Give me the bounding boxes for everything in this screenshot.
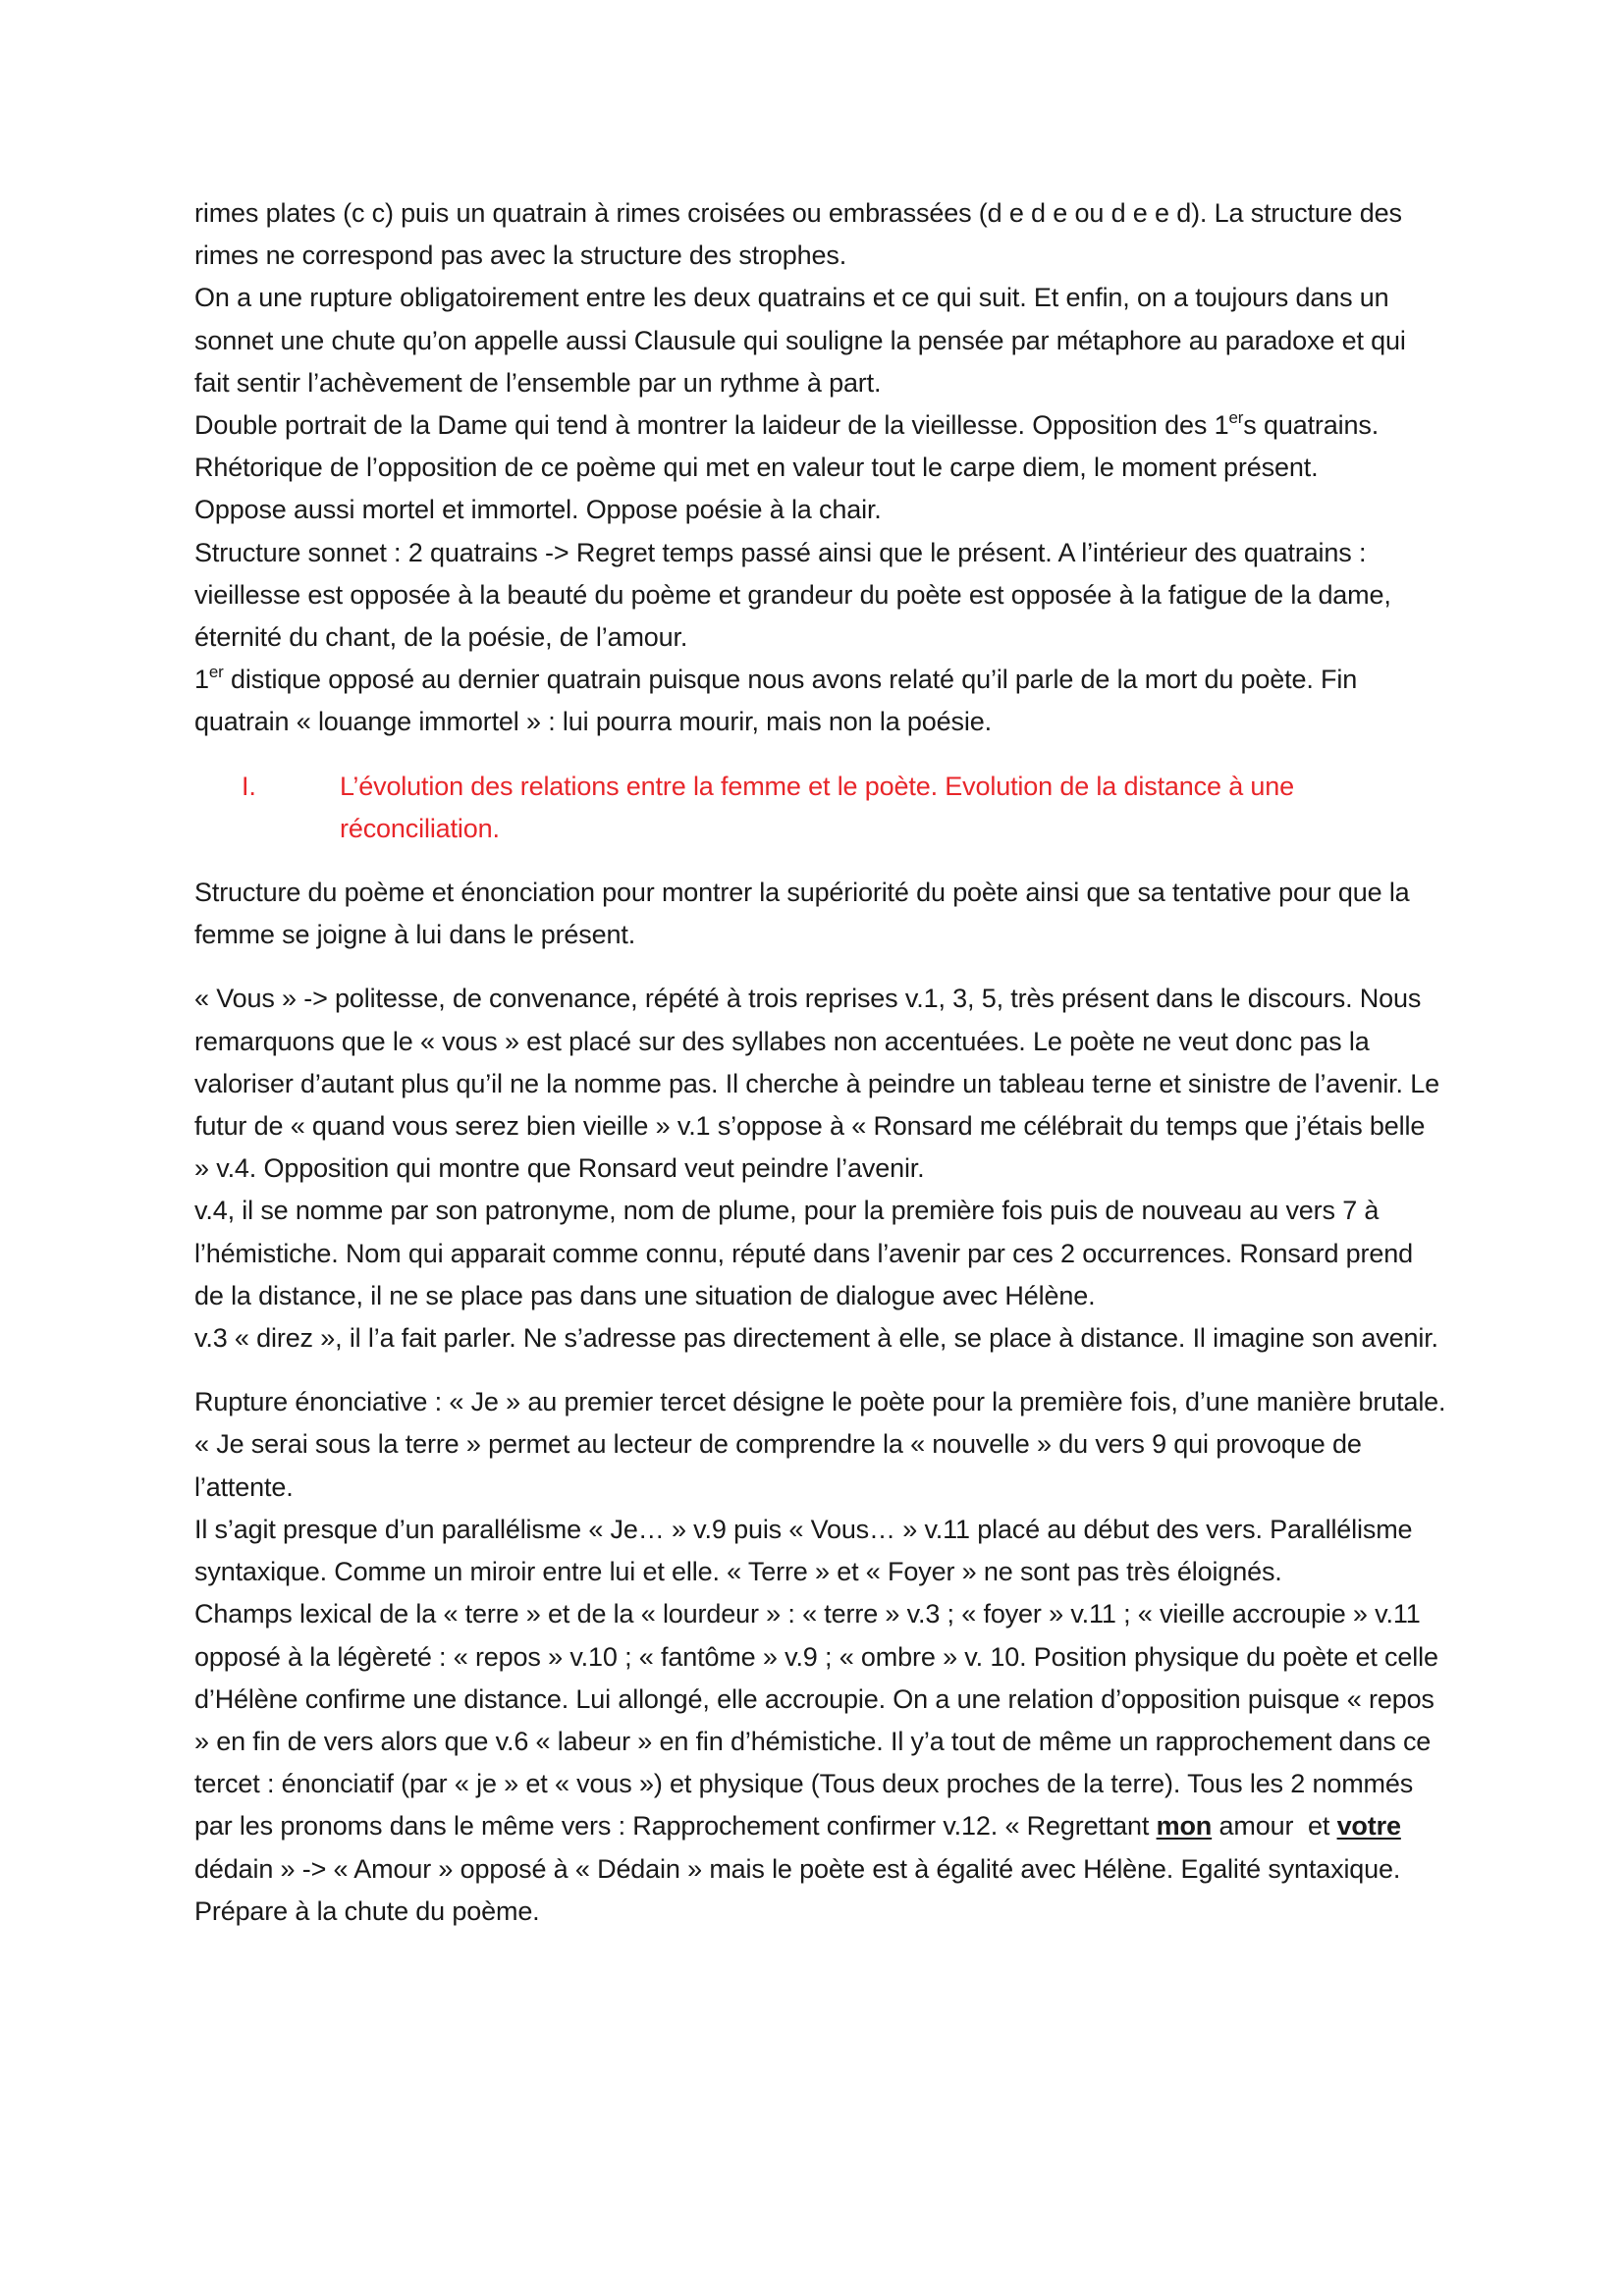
section-3-p3-start: Champs lexical de la « terre » et de la « lourdeur » : « terre » v.3 ; « foyer » v.11 ; « vieille accroupie » v.11 opposé à la légèreté : « repos » v.10 ; « fantôme » v.9 ; « ombre » v. 10. Position physique du poète et celle d’Hélène confirme une distance. Lui allongé, elle accroupie. On a une relation d’opposition puisque « repos » en fin de vers alors que v.6 « labeur » en fin d’hémistiche. Il y’a tout de même un rapprochement dans ce tercet : énonciatif (par « je » et « vous ») et physique (Tous deux proches de la terre). Tous les 2 nommés par les pronoms dans le même vers : Rapprochement confirmer v.12. « Regrettant xyxy=(194,1599,1438,1842)
paragraph-gap xyxy=(194,956,1446,978)
superscript-er: er xyxy=(1228,408,1244,428)
intro-p6-start: 1 xyxy=(194,665,209,695)
intro-paragraph-5: Structure sonnet : 2 quatrains -> Regret temps passé ainsi que le présent. A l’intérieur des quatrains : vieillesse est opposée à la beauté du poème et grandeur du poète est opposée à la fatigue de la dame, éternité du chant, de la poésie, de l’amour. xyxy=(194,537,1391,653)
section-3-paragraph-2: Il s’agit presque d’un parallélisme « Je… » v.9 puis « Vous… » v.11 placé au début des vers. Parallélisme syntaxique. Comme un miroir entre lui et elle. « Terre » et « Foyer » ne sont pas très éloignés. xyxy=(194,1514,1413,1587)
heading-text: L’évolution des relations entre la femme et le poète. Evolution de la distance à une réconciliation. xyxy=(340,771,1295,843)
intro-paragraph-4: Oppose aussi mortel et immortel. Oppose poésie à la chair. xyxy=(194,495,882,525)
emphasis-votre: votre xyxy=(1336,1811,1401,1842)
intro-paragraph-3 xyxy=(194,404,1446,489)
section-2-paragraph-3: v.3 « direz », il l’a fait parler. Ne s’adresse pas directement à elle, se place à distance. Il imagine son avenir. xyxy=(194,1323,1438,1354)
intro-paragraph-2: On a une rupture obligatoirement entre les deux quatrains et ce qui suit. Et enfin, on a toujours dans un sonnet une chute qu’on appelle aussi Clausule qui souligne la pensée par métaphore au paradoxe et qui fait sentir l’achèvement de l’ensemble par un rythme à part. xyxy=(194,283,1406,398)
section-1-block xyxy=(194,872,1446,956)
intro-paragraph-1: rimes plates (c c) puis un quatrain à rimes croisées ou embrassées (d e d e ou d e e d). La structure des rimes ne correspond pas avec la structure des strophes. xyxy=(194,198,1402,271)
section-3-p3-mid: amour et xyxy=(1212,1811,1337,1842)
section-3-p3-end: dédain » -> « Amour » opposé à « Dédain » mais le poète est à égalité avec Hélène. Egalité syntaxique. Prépare à la chute du poème. xyxy=(194,1853,1401,1926)
section-1-paragraph: Structure du poème et énonciation pour montrer la supériorité du poète ainsi que sa tentative pour que la femme se joigne à lui dans le présent. xyxy=(194,878,1410,950)
intro-p3-start: Double portrait de la Dame qui tend à montrer la laideur de la vieillesse. Opposition des 1 xyxy=(194,410,1229,441)
section-heading xyxy=(194,766,1446,850)
document-page xyxy=(194,192,1446,1933)
emphasis-mon: mon xyxy=(1156,1811,1213,1842)
section-3-block xyxy=(194,1381,1446,1933)
section-2-block xyxy=(194,978,1446,1360)
intro-block xyxy=(194,192,1446,744)
intro-paragraph-6 xyxy=(194,659,1446,743)
superscript-er: er xyxy=(208,663,224,682)
paragraph-gap xyxy=(194,1360,1446,1381)
intro-p3-end: s quatrains. Rhétorique de l’opposition de ce poème qui met en valeur tout le carpe diem, le moment présent. xyxy=(194,410,1380,483)
heading-number: I. xyxy=(242,771,256,801)
intro-p6-end: distique opposé au dernier quatrain puisque nous avons relaté qu’il parle de la mort du poète. Fin quatrain « louange immortel » : lui pourra mourir, mais non la poésie. xyxy=(194,665,1358,737)
section-2-paragraph-2: v.4, il se nomme par son patronyme, nom de plume, pour la première fois puis de nouveau au vers 7 à l’hémistiche. Nom qui apparait comme connu, réputé dans l’avenir par ces 2 occurrences. Ronsard prend de la distance, il ne se place pas dans une situation de dialogue avec Hélène. xyxy=(194,1196,1413,1310)
section-3-paragraph-1: Rupture énonciative : « Je » au premier tercet désigne le poète pour la première fois, d’une manière brutale. « Je serai sous la terre » permet au lecteur de comprendre la « nouvelle » du vers 9 qui provoque de l’attente. xyxy=(194,1387,1446,1502)
section-3-paragraph-3 xyxy=(194,1593,1446,1933)
section-2-paragraph-1: « Vous » -> politesse, de convenance, répété à trois reprises v.1, 3, 5, très présent dans le discours. Nous remarquons que le « vous » est placé sur des syllabes non accentuées. Le poète ne veut donc pas la valoriser d’autant plus qu’il ne la nomme pas. Il cherche à peindre un tableau terne et sinistre de l’avenir. Le futur de « quand vous serez bien vieille » v.1 s’oppose à « Ronsard me célébrait du temps que j’étais belle » v.4. Opposition qui montre que Ronsard veut peindre l’avenir. xyxy=(194,984,1439,1184)
